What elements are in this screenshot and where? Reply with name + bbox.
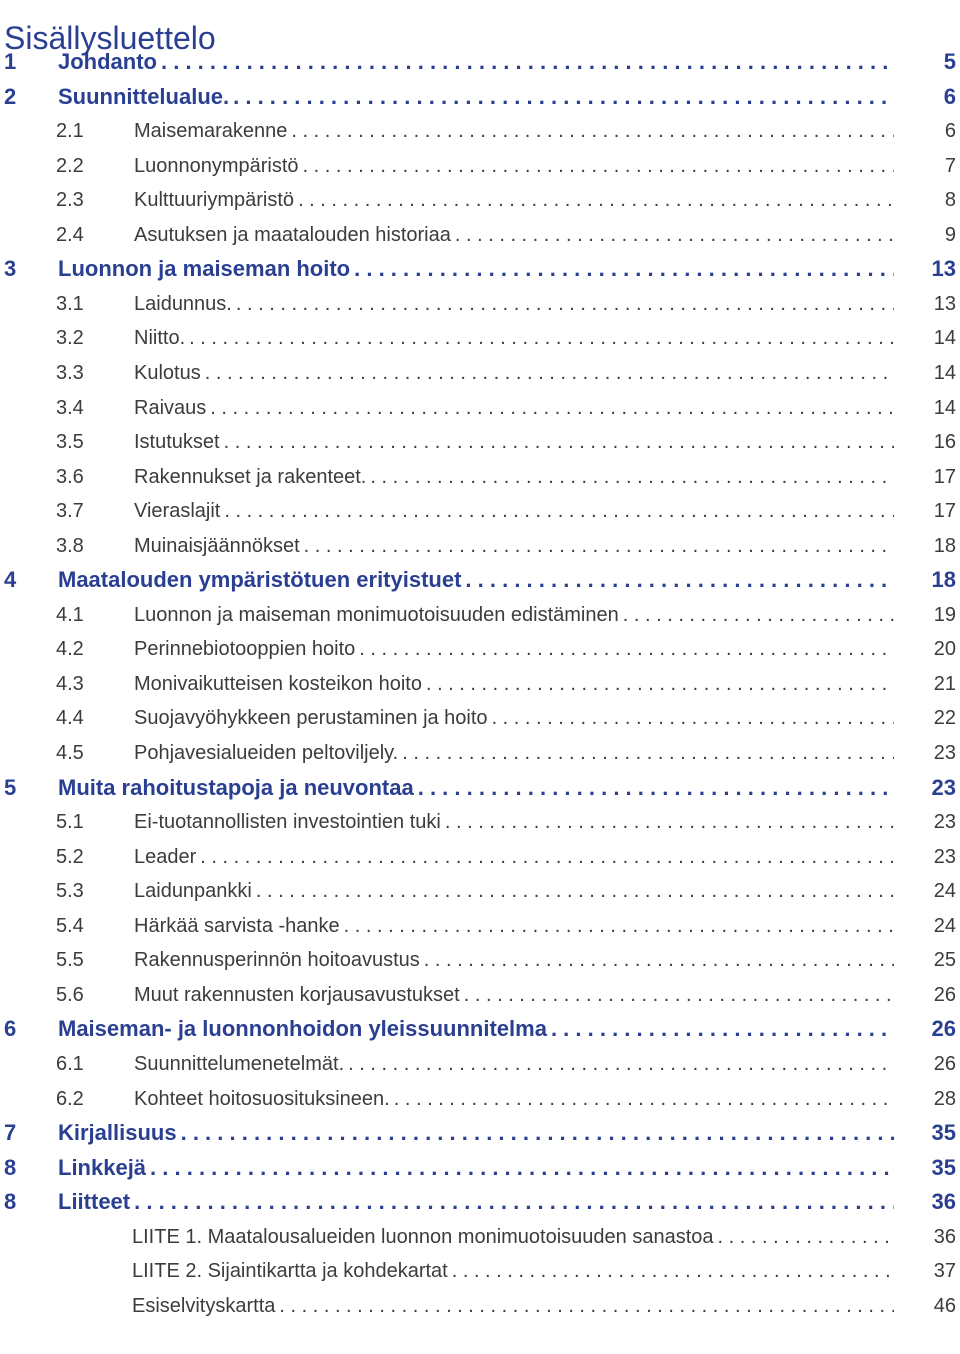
toc-dot-leader: [492, 704, 894, 732]
toc-page-number: 28: [933, 1088, 956, 1110]
toc-entry-number: 5.5: [56, 949, 84, 971]
toc-page-number: 23: [933, 846, 956, 868]
toc-entry-number: 1: [4, 49, 17, 74]
toc-section-row[interactable]: [0, 186, 960, 214]
toc-entry-title: Monivaikutteisen kosteikon hoito: [134, 673, 422, 695]
toc-chapter-row[interactable]: [0, 82, 960, 112]
toc-dot-leader: [303, 152, 894, 180]
toc-dot-leader: [445, 808, 894, 836]
toc-entry-title: Rakennukset ja rakenteet.: [134, 466, 367, 488]
toc-dot-leader: [224, 428, 894, 456]
toc-chapter-row[interactable]: [0, 47, 960, 77]
toc-entry-number: 3.8: [56, 535, 84, 557]
toc-entry-number: 6.2: [56, 1088, 84, 1110]
toc-entry-number: 5.6: [56, 984, 84, 1006]
toc-page-number: 14: [933, 397, 956, 419]
toc-entry-title: Rakennusperinnön hoitoavustus: [134, 949, 420, 971]
toc-entry-number: 8: [4, 1189, 17, 1214]
toc-chapter-row[interactable]: [0, 1187, 960, 1217]
toc-dot-leader: [181, 1118, 894, 1148]
toc-dot-leader: [354, 254, 894, 284]
toc-dot-leader: [418, 773, 894, 803]
toc-entry-number: 4.5: [56, 742, 84, 764]
toc-page-number: 7: [944, 155, 956, 177]
toc-entry-number: 5.4: [56, 915, 84, 937]
toc-entry-title: Suunnittelumenetelmät.: [134, 1053, 345, 1075]
toc-dot-leader: [426, 670, 894, 698]
toc-entry-number: 6.1: [56, 1053, 84, 1075]
toc-entry-number: 4.4: [56, 707, 84, 729]
toc-page-number: 36: [931, 1189, 956, 1214]
toc-page-number: 9: [944, 224, 956, 246]
toc-section-row[interactable]: [0, 601, 960, 629]
toc-page-number: 26: [931, 1016, 956, 1041]
toc-page-number: 8: [944, 189, 956, 211]
toc-section-row[interactable]: [0, 704, 960, 732]
toc-page-number: 13: [931, 256, 956, 281]
toc-entry-title: Maisemarakenne: [134, 120, 288, 142]
toc-chapter-row[interactable]: [0, 565, 960, 595]
toc-section-row[interactable]: [0, 946, 960, 974]
toc-entry-title: Raivaus: [134, 397, 207, 419]
toc-section-row[interactable]: [0, 1085, 960, 1113]
toc-entry-title: Suunnittelualue.: [58, 84, 230, 109]
toc-dot-leader: [370, 463, 894, 491]
toc-dot-leader: [344, 912, 894, 940]
toc-page-number: 23: [933, 811, 956, 833]
toc-entry-title: Laidunnus.: [134, 293, 232, 315]
toc-entry-title: Härkää sarvista -hanke: [134, 915, 340, 937]
toc-section-row[interactable]: [0, 843, 960, 871]
toc-section-row[interactable]: [0, 324, 960, 352]
toc-dot-leader: [298, 186, 894, 214]
toc-entry-title: Muinaisjäännökset: [134, 535, 300, 557]
toc-entry-number: 2: [4, 84, 17, 109]
toc-appendix-row[interactable]: [0, 1257, 960, 1285]
toc-dot-leader: [256, 877, 894, 905]
toc-entry-title: Istutukset: [134, 431, 220, 453]
toc-page-number: 13: [933, 293, 956, 315]
toc-entry-number: 2.3: [56, 189, 84, 211]
toc-entry-title: Niitto.: [134, 327, 186, 349]
toc-dot-leader: [134, 1187, 894, 1217]
toc-entry-title: Kulotus: [134, 362, 201, 384]
toc-entry-title: Asutuksen ja maatalouden historiaa: [134, 224, 451, 246]
toc-page-number: 23: [933, 742, 956, 764]
toc-entry-number: 5.1: [56, 811, 84, 833]
toc-entry-number: 5.2: [56, 846, 84, 868]
toc-page-number: 24: [933, 880, 956, 902]
toc-entry-number: 3: [4, 256, 17, 281]
toc-entry-number: 3.5: [56, 431, 84, 453]
toc-page-number: 19: [933, 604, 956, 626]
toc-entry-title: Suojavyöhykkeen perustaminen ja hoito: [134, 707, 488, 729]
toc-page-number: 22: [933, 707, 956, 729]
toc-entry-title: Maatalouden ympäristötuen erityistuet: [58, 567, 462, 592]
toc-page-number: 24: [933, 915, 956, 937]
toc-entry-number: 2.4: [56, 224, 84, 246]
toc-page-number: 36: [933, 1226, 956, 1248]
toc-entry-number: 6: [4, 1016, 17, 1041]
page-title: Sisällysluettelo: [4, 20, 216, 57]
toc-chapter-row[interactable]: [0, 1014, 960, 1044]
toc-entry-number: 2.1: [56, 120, 84, 142]
toc-entry-title: Muita rahoitustapoja ja neuvontaa: [58, 775, 414, 800]
toc-section-row[interactable]: [0, 739, 960, 767]
toc-dot-leader: [224, 497, 894, 525]
toc-page-number: 14: [933, 327, 956, 349]
toc-entry-number: 3.6: [56, 466, 84, 488]
toc-entry-number: 4.2: [56, 638, 84, 660]
toc-section-row[interactable]: [0, 117, 960, 145]
toc-dot-leader: [236, 290, 894, 318]
toc-appendix-row[interactable]: [0, 1223, 960, 1251]
toc-chapter-row[interactable]: [0, 1153, 960, 1183]
toc-entry-number: 3.3: [56, 362, 84, 384]
toc-entry-title: Maiseman- ja luonnonhoidon yleissuunnitelma: [58, 1016, 547, 1041]
toc-dot-leader: [623, 601, 894, 629]
toc-entry-title: Linkkejä: [58, 1155, 147, 1180]
toc-dot-leader: [359, 635, 894, 663]
toc-section-row[interactable]: [0, 912, 960, 940]
toc-section-row[interactable]: [0, 497, 960, 525]
toc-entry-title: Luonnon ja maiseman monimuotoisuuden edistäminen: [134, 604, 619, 626]
toc-section-row[interactable]: [0, 981, 960, 1009]
toc-section-row[interactable]: [0, 359, 960, 387]
toc-page-number: 21: [933, 673, 956, 695]
toc-page-number: 25: [933, 949, 956, 971]
toc-dot-leader: [424, 946, 894, 974]
toc-page-number: 17: [933, 466, 956, 488]
toc-section-row[interactable]: [0, 670, 960, 698]
toc-entry-title: Kirjallisuus: [58, 1120, 177, 1145]
toc-page-number: 35: [931, 1155, 956, 1180]
toc-page-number: 14: [933, 362, 956, 384]
toc-page-number: 17: [933, 500, 956, 522]
toc-dot-leader: [455, 221, 894, 249]
toc-dot-leader: [161, 47, 894, 77]
toc-dot-leader: [291, 117, 894, 145]
toc-entry-number: 3.2: [56, 327, 84, 349]
toc-dot-leader: [189, 324, 894, 352]
toc-section-row[interactable]: [0, 428, 960, 456]
toc-page-number: 16: [933, 431, 956, 453]
toc-page-number: 37: [933, 1260, 956, 1282]
toc-section-row[interactable]: [0, 808, 960, 836]
toc-dot-leader: [348, 1050, 894, 1078]
toc-entry-title: Perinnebiotooppien hoito: [134, 638, 356, 660]
toc-dot-leader: [210, 394, 894, 422]
toc-entry-title: Esiselvityskartta: [132, 1295, 276, 1317]
toc-entry-title: Ei-tuotannollisten investointien tuki: [134, 811, 441, 833]
toc-dot-leader: [452, 1257, 894, 1285]
toc-entry-title: Pohjavesialueiden peltoviljely.: [134, 742, 399, 764]
toc-entry-number: 3.1: [56, 293, 84, 315]
toc-chapter-row[interactable]: [0, 1118, 960, 1148]
toc-entry-number: 3.7: [56, 500, 84, 522]
toc-section-row[interactable]: [0, 877, 960, 905]
toc-entry-title: Liitteet: [58, 1189, 131, 1214]
toc-page-number: 6: [943, 84, 956, 109]
toc-section-row[interactable]: [0, 152, 960, 180]
toc-section-row[interactable]: [0, 1050, 960, 1078]
toc-chapter-row[interactable]: [0, 773, 960, 803]
toc-entry-title: Laidunpankki: [134, 880, 252, 902]
toc-page-number: 18: [931, 567, 956, 592]
toc-dot-leader: [150, 1153, 894, 1183]
toc-chapter-row[interactable]: [0, 254, 960, 284]
toc-dot-leader: [551, 1014, 894, 1044]
toc-entry-title: Kulttuuriympäristö: [134, 189, 295, 211]
toc-section-row[interactable]: [0, 635, 960, 663]
toc-entry-title: Muut rakennusten korjausavustukset: [134, 984, 460, 1006]
toc-section-row[interactable]: [0, 532, 960, 560]
toc-appendix-row[interactable]: [0, 1292, 960, 1320]
toc-page-number: 18: [933, 535, 956, 557]
toc-dot-leader: [464, 981, 894, 1009]
toc-dot-leader: [718, 1223, 894, 1251]
toc-page-number: 20: [933, 638, 956, 660]
toc-entry-number: 4: [4, 567, 17, 592]
toc-entry-title: Luonnonympäristö: [134, 155, 299, 177]
toc-entry-title: Leader: [134, 846, 197, 868]
toc-dot-leader: [304, 532, 894, 560]
toc-section-row[interactable]: [0, 463, 960, 491]
toc-section-row[interactable]: [0, 221, 960, 249]
toc-dot-leader: [465, 565, 894, 595]
toc-dot-leader: [402, 739, 894, 767]
toc-dot-leader: [279, 1292, 894, 1320]
toc-entry-number: 4.1: [56, 604, 84, 626]
toc-entry-title: Johdanto: [58, 49, 157, 74]
toc-entry-number: 2.2: [56, 155, 84, 177]
toc-page-number: 5: [943, 49, 956, 74]
toc-entry-title: LIITE 1. Maatalousalueiden luonnon monimuotoisuuden sanastoa: [132, 1226, 714, 1248]
toc-entry-number: 8: [4, 1155, 17, 1180]
toc-page-number: 23: [931, 775, 956, 800]
toc-page-number: 6: [944, 120, 956, 142]
toc-entry-title: Luonnon ja maiseman hoito: [58, 256, 351, 281]
toc-entry-number: 7: [4, 1120, 17, 1145]
toc-page-number: 26: [933, 1053, 956, 1075]
toc-page-number: 26: [933, 984, 956, 1006]
toc-dot-leader: [205, 359, 894, 387]
toc-entry-title: Vieraslajit: [134, 500, 221, 522]
toc-entry-title: LIITE 2. Sijaintikartta ja kohdekartat: [132, 1260, 448, 1282]
toc-entry-number: 3.4: [56, 397, 84, 419]
toc-section-row[interactable]: [0, 394, 960, 422]
toc-entry-number: 5.3: [56, 880, 84, 902]
toc-page-number: 46: [933, 1295, 956, 1317]
toc-dot-leader: [233, 82, 894, 112]
toc-entry-title: Kohteet hoitosuosituksineen.: [134, 1088, 390, 1110]
toc-dot-leader: [200, 843, 894, 871]
toc-entry-number: 5: [4, 775, 17, 800]
toc-section-row[interactable]: [0, 290, 960, 318]
toc-dot-leader: [394, 1085, 894, 1113]
toc-page-number: 35: [931, 1120, 956, 1145]
toc-entry-number: 4.3: [56, 673, 84, 695]
